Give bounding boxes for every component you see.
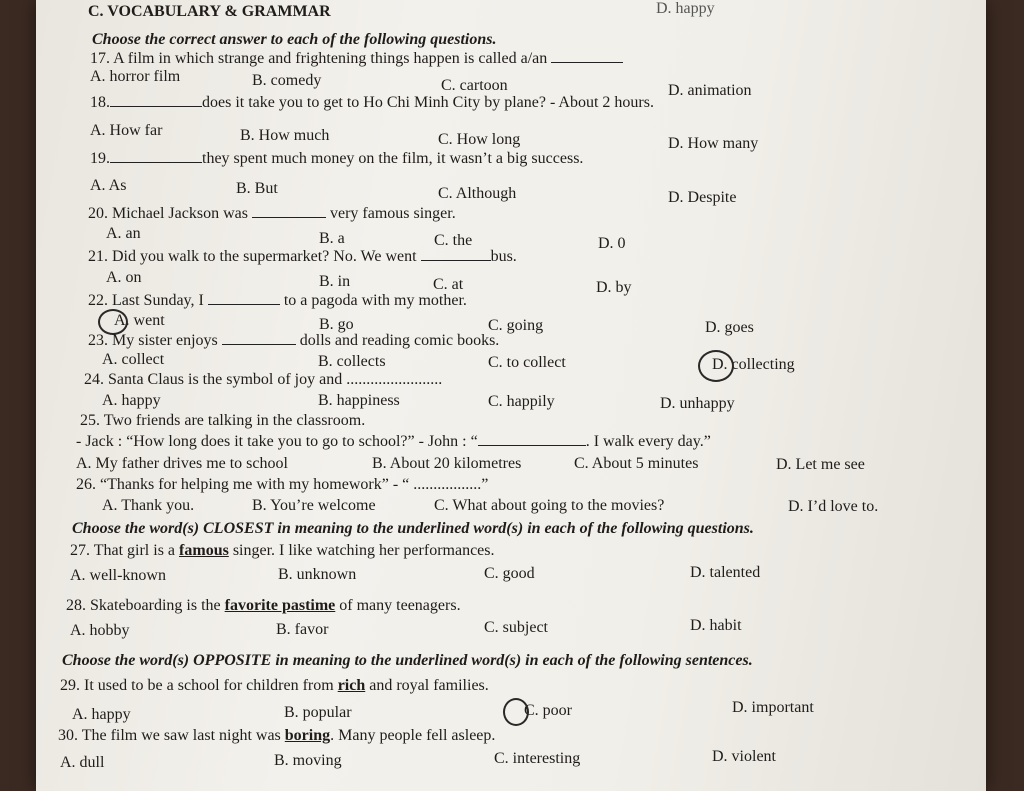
q24-option-a: A. happy <box>102 392 161 409</box>
answer-circle-q23 <box>698 350 734 382</box>
q20-text: 20. Michael Jackson was very famous singer. <box>88 205 456 222</box>
instruction-2: Choose the word(s) CLOSEST in meaning to the underlined word(s) in each of the following questions. <box>72 520 754 537</box>
q23-option-b: B. collects <box>318 353 386 370</box>
q28-option-d: D. habit <box>690 617 742 634</box>
q25-option-a: A. My father drives me to school <box>76 455 288 472</box>
q27-option-b: B. unknown <box>278 566 357 583</box>
q17-option-d: D. animation <box>668 82 752 99</box>
q18-text: 18. does it take you to get to Ho Chi Minh City by plane? - About 2 hours. <box>90 94 654 111</box>
q28-text: 28. Skateboarding is the favorite pastime of many teenagers. <box>66 597 461 614</box>
q24-text: 24. Santa Claus is the symbol of joy and ........................ <box>84 371 443 388</box>
q19-option-a: A. As <box>90 177 127 194</box>
q30-option-b: B. moving <box>274 752 342 769</box>
instruction-3: Choose the word(s) OPPOSITE in meaning to the underlined word(s) in each of the following sentences. <box>62 652 753 669</box>
q24-option-b: B. happiness <box>318 392 400 409</box>
q30-option-c: C. interesting <box>494 750 581 767</box>
q22-option-c: C. going <box>488 317 544 334</box>
q29-option-a: A. happy <box>72 706 131 723</box>
q18-option-a: A. How far <box>90 122 163 139</box>
q18-option-c: C. How long <box>438 131 521 148</box>
q30-text: 30. The film we saw last night was boring. Many people fell asleep. <box>58 727 496 744</box>
q26-option-a: A. Thank you. <box>102 497 195 514</box>
q28-option-b: B. favor <box>276 621 329 638</box>
q21-option-d: D. by <box>596 279 632 296</box>
q25-option-b: B. About 20 kilometres <box>372 455 522 472</box>
q21-option-c: C. at <box>433 276 464 293</box>
answer-circle-q29 <box>503 698 529 726</box>
q22-option-b: B. go <box>319 316 354 333</box>
q21-text: 21. Did you walk to the supermarket? No. We went bus. <box>88 248 517 265</box>
q25-option-d: D. Let me see <box>776 456 865 473</box>
q27-option-c: C. good <box>484 565 535 582</box>
q23-option-a: A. collect <box>102 351 165 368</box>
q19-text: 19. they spent much money on the film, it wasn’t a big success. <box>90 150 584 167</box>
q30-option-d: D. violent <box>712 748 776 765</box>
q28-option-c: C. subject <box>484 619 548 636</box>
q22-option-d: D. goes <box>705 319 754 336</box>
q28-option-a: A. hobby <box>70 622 130 639</box>
q29-option-b: B. popular <box>284 704 352 721</box>
q25-dialog: - Jack : “How long does it take you to go to school?” - John : “ . I walk every day.” <box>76 433 711 450</box>
q20-option-d: D. 0 <box>598 235 626 252</box>
q19-option-b: B. But <box>236 180 278 197</box>
q23-option-c: C. to collect <box>488 354 566 371</box>
q25-option-c: C. About 5 minutes <box>574 455 699 472</box>
q25-text: 25. Two friends are talking in the classroom. <box>80 412 366 429</box>
q26-text: 26. “Thanks for helping me with my homework” - “ .................” <box>76 476 489 493</box>
q17-option-b: B. comedy <box>252 72 322 89</box>
q19-option-d: D. Despite <box>668 189 737 206</box>
q24-option-d: D. unhappy <box>660 395 735 412</box>
q23-text: 23. My sister enjoys dolls and reading comic books. <box>88 332 500 349</box>
q24-option-c: C. happily <box>488 393 555 410</box>
q20-option-c: C. the <box>434 232 473 249</box>
q17-option-c: C. cartoon <box>441 77 508 94</box>
worksheet-page <box>36 0 986 791</box>
q29-option-d: D. important <box>732 699 814 716</box>
q21-option-b: B. in <box>319 273 351 290</box>
q20-option-a: A. an <box>106 225 141 242</box>
q22-text: 22. Last Sunday, I to a pagoda with my mother. <box>88 292 467 309</box>
q17-text: 17. A film in which strange and frightening things happen is called a/an <box>90 50 623 68</box>
q17-option-a: A. horror film <box>90 68 181 85</box>
q19-option-c: C. Although <box>438 185 517 202</box>
q21-option-a: A. on <box>106 269 142 286</box>
instruction-1: Choose the correct answer to each of the following questions. <box>92 31 497 48</box>
q23-option-d: D. collecting <box>712 356 795 373</box>
top-right-fragment: D. happy <box>656 0 715 17</box>
q20-option-b: B. a <box>319 230 345 247</box>
q22-option-a: A. went <box>114 312 165 329</box>
q26-option-b: B. You’re welcome <box>252 497 376 514</box>
section-heading: C. VOCABULARY & GRAMMAR <box>88 3 331 20</box>
q18-option-d: D. How many <box>668 135 759 152</box>
q26-option-c: C. What about going to the movies? <box>434 497 665 514</box>
q18-option-b: B. How much <box>240 127 330 144</box>
q30-option-a: A. dull <box>60 754 105 771</box>
q27-text: 27. That girl is a famous singer. I like watching her performances. <box>70 542 495 559</box>
q29-option-c: C. poor <box>524 702 572 719</box>
q26-option-d: D. I’d love to. <box>788 498 879 515</box>
q27-option-a: A. well-known <box>70 567 166 584</box>
q27-option-d: D. talented <box>690 564 761 581</box>
q29-text: 29. It used to be a school for children from rich and royal families. <box>60 677 489 694</box>
